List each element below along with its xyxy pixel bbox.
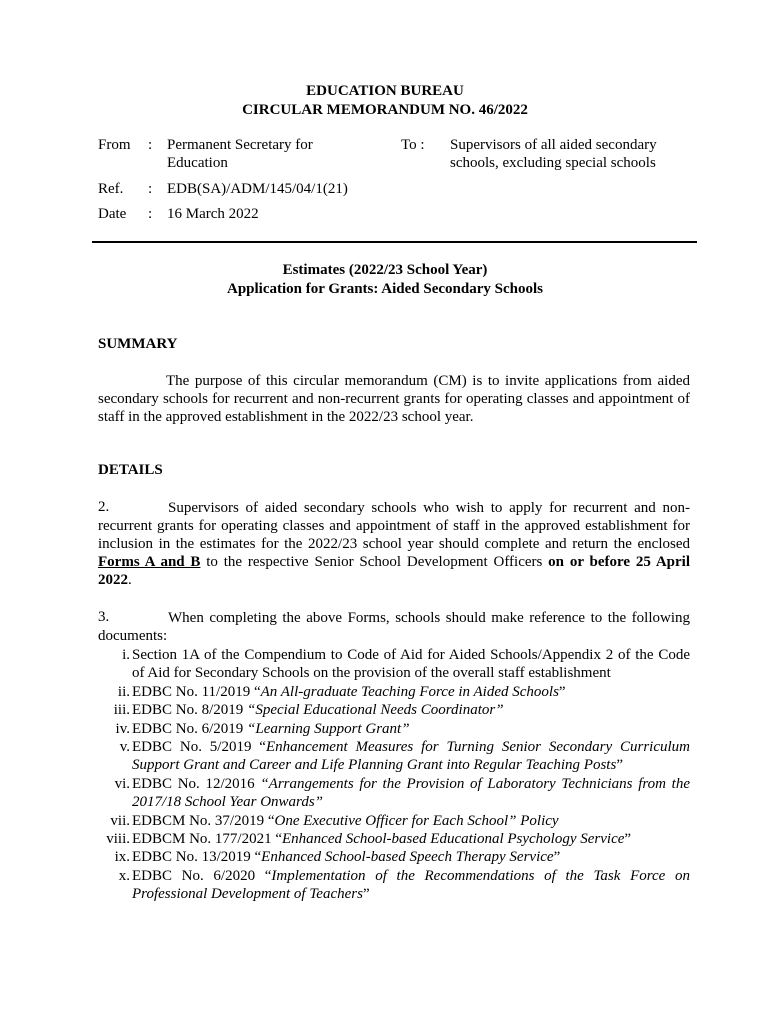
ref-value: EDB(SA)/ADM/145/04/1(21) [167,181,348,197]
paragraph-3: When completing the above Forms, schools should make reference to the following documents: [98,610,690,644]
summary-paragraph: The purpose of this circular memorandum (CM) is to invite applications from aided secondary schools for recurrent and non-recurrent grants for operating classes and appointment of staff in the approved establishment in the 2022/23 school year. [98,373,690,425]
forms-reference: Forms A and B [98,554,201,570]
list-item: iv. EDBC No. 6/2019 “Learning Support Grant” [115,720,410,737]
list-item: ii. EDBC No. 11/2019 “An All-graduate Teaching Force in Aided Schools” [117,683,566,700]
paragraph-number-3: 3. [98,609,110,625]
from-value-cont: Education [167,155,228,171]
list-item: vi. EDBC No. 12/2016 “Arrangements for the Provision of Laboratory Technicians from the 2017/18 School Year Onwards” [114,775,690,811]
date-label: Date [98,206,127,222]
from-label: From [98,137,131,153]
deadline: on or before 25 April 2022 [98,554,690,588]
paragraph-number-2: 2. [98,499,110,515]
ref-label: Ref. [98,181,124,197]
summary-heading: SUMMARY [98,336,178,352]
subject-line-1: Estimates (2022/23 School Year) [282,262,488,278]
paragraph-2: Supervisors of aided secondary schools who wish to apply for recurrent and non-recurrent grants for operating classes and appointment of staff in the approved establishment for inclusion in the estimates for the 2022/23 school year should complete and return the enclosed Forms A and B to the respective Senior School Development Officers on or before 25 April 2022. [98,500,690,588]
documents-list [92,646,690,904]
memo-number: CIRCULAR MEMORANDUM NO. 46/2022 [242,102,528,118]
org-title: EDUCATION BUREAU [306,83,464,99]
colon: : [148,137,153,153]
list-item: vii. EDBCM No. 37/2019 “One Executive Officer for Each School” Policy [110,812,559,829]
list-item: v. EDBC No. 5/2019 “Enhancement Measures for Turning Senior Secondary Curriculum Support Grant and Career and Life Planning Grant into Regular Teaching Posts” [119,739,691,774]
colon: : [148,181,153,197]
subject-line-2: Application for Grants: Aided Secondary Schools [226,281,543,297]
colon: : [148,206,153,222]
list-item: iii. EDBC No. 8/2019 “Special Educational Needs Coordinator” [113,702,504,719]
to-label: To : [401,137,425,153]
to-value-cont: schools, excluding special schools [450,155,656,171]
list-item: ix. EDBC No. 13/2019 “Enhanced School-based Speech Therapy Service” [114,849,561,866]
list-item: x. EDBC No. 6/2020 “Implementation of the Recommendations of the Task Force on Professional Development of Teachers” [118,867,690,903]
date-value: 16 March 2022 [167,206,259,222]
list-item: viii. EDBCM No. 177/2021 “Enhanced School-based Educational Psychology Service” [106,831,632,848]
list-item: i. Section 1A of the Compendium to Code of Aid for Aided Schools/Appendix 2 of the Code of Aid for Secondary Schools on the provision of the overall staff establishment [122,647,690,682]
details-heading: DETAILS [98,462,163,478]
to-value: Supervisors of all aided secondary [450,137,657,153]
from-value: Permanent Secretary for [167,137,313,153]
header-divider [92,241,697,243]
